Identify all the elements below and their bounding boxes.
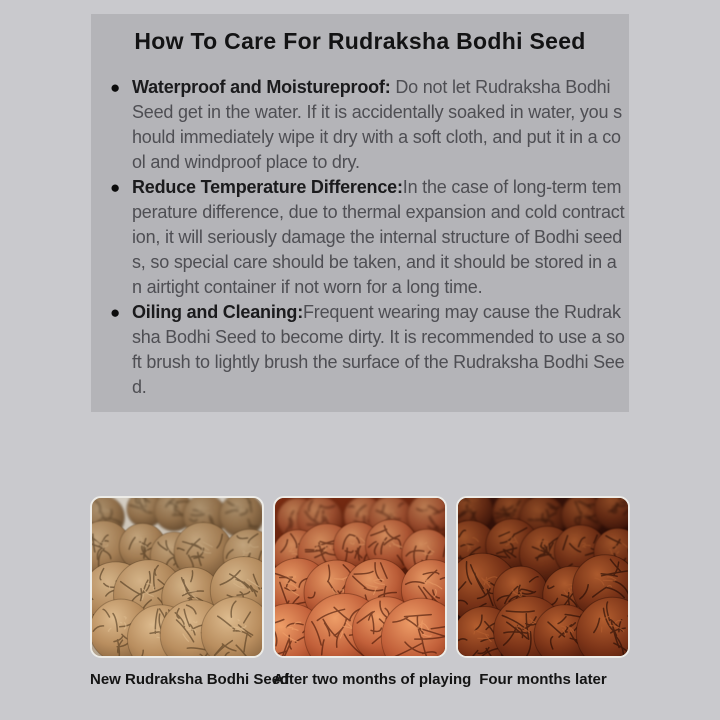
page-title: How To Care For Rudraksha Bodhi Seed bbox=[134, 28, 586, 54]
care-item-label: Waterproof and Moistureproof: bbox=[132, 77, 391, 97]
photo-caption: New Rudraksha Bodhi Seed bbox=[90, 671, 290, 688]
bullet-icon: ● bbox=[110, 303, 121, 322]
photo-frame bbox=[456, 496, 630, 658]
care-item-body: Do not let Rudraksha Bodhi Seed get in the water. If it is accidentally soaked in water, you should immediately wipe it dry with a soft cloth, and put it in a cool and windproof place to dry. bbox=[132, 77, 622, 172]
care-item-body: In the case of long-term temperature difference, due to thermal expansion and cold contraction, it will seriously damage the internal structure of Bodhi seeds, so special care should be taken, and it should be stored in an airtight container if not worn for a long time. bbox=[132, 177, 625, 297]
care-item-temperature bbox=[110, 175, 626, 300]
care-item-body: Frequent wearing may cause the Rudraksha Bodhi Seed to become dirty. It is recommended to use a soft brush to lightly brush the surface of the Rudraksha Bodhi Seed. bbox=[132, 302, 625, 397]
care-instructions-panel bbox=[91, 14, 629, 412]
four-month-seeds-photo bbox=[458, 498, 628, 656]
care-item-waterproof bbox=[110, 75, 626, 175]
care-item-oiling bbox=[110, 300, 626, 400]
new-seeds-photo bbox=[92, 498, 262, 656]
photo-caption: Four months later bbox=[479, 671, 607, 688]
bullet-icon: ● bbox=[110, 178, 121, 197]
gallery-card-new bbox=[90, 496, 290, 688]
gallery-card-four-months bbox=[456, 496, 630, 688]
two-month-seeds-photo bbox=[275, 498, 445, 656]
seed-aging-gallery bbox=[90, 496, 630, 688]
photo-frame bbox=[273, 496, 447, 658]
gallery-card-two-months bbox=[273, 496, 472, 688]
photo-frame bbox=[90, 496, 264, 658]
bullet-icon: ● bbox=[110, 78, 121, 97]
care-item-label: Reduce Temperature Difference: bbox=[132, 177, 403, 197]
care-item-label: Oiling and Cleaning: bbox=[132, 302, 303, 322]
photo-caption: After two months of playing bbox=[273, 671, 472, 688]
care-list bbox=[91, 75, 629, 400]
